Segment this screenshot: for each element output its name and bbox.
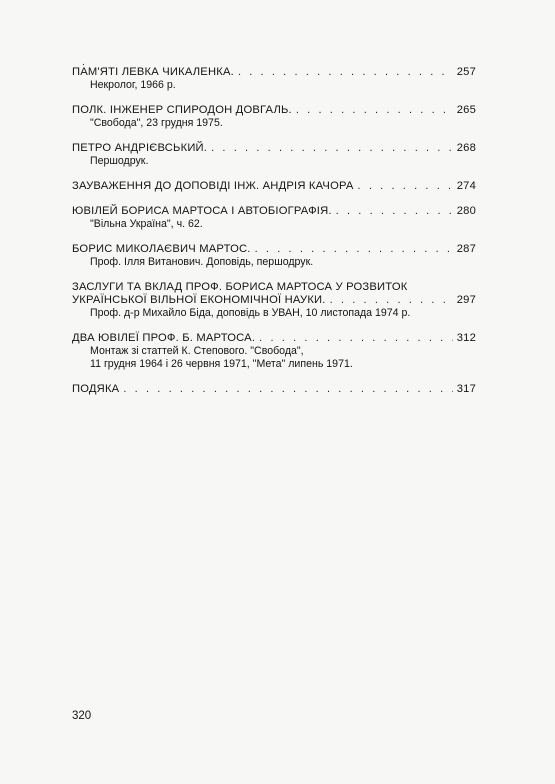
- toc-entry-heading: [72, 142, 476, 155]
- toc-entry: [72, 180, 476, 193]
- toc-entry-note: Проф. д-р Михайло Біда, доповідь в УВАН, 10 листопада 1974 р.: [90, 307, 411, 319]
- toc-entry-title: ПОДЯКА: [72, 383, 120, 395]
- toc-entry-note: Проф. Ілля Витанович. Доповідь, першодрук.: [90, 256, 314, 268]
- dot-leader: [238, 66, 453, 79]
- toc-entry: [72, 281, 476, 320]
- toc-page-number: 274: [456, 180, 476, 192]
- toc-entry-heading: [72, 383, 476, 396]
- toc-entry-title: УКРАЇНСЬКОЇ ВІЛЬНОЇ ЕКОНОМІЧНОЇ НАУКИ.: [72, 294, 326, 306]
- dot-leader: [259, 332, 453, 345]
- toc-page-number: 317: [456, 383, 476, 395]
- toc-page-number: 287: [456, 243, 476, 255]
- dot-leader: [296, 104, 453, 117]
- toc-entry: [72, 142, 476, 168]
- dot-leader: [330, 294, 453, 307]
- toc-entry-title: ЗАУВАЖЕННЯ ДО ДОПОВІДІ ІНЖ. АНДРІЯ КАЧОРА: [72, 180, 354, 192]
- toc-entry: [72, 383, 476, 396]
- toc-page-number: 257: [456, 66, 476, 78]
- page-number: 320: [72, 710, 92, 722]
- toc-entry-heading: [72, 294, 476, 307]
- toc-entry-note: Першодрук.: [90, 155, 149, 167]
- dot-leader: [358, 180, 453, 193]
- toc-entry-heading: [72, 205, 476, 218]
- toc-entry-title-line: ЗАСЛУГИ ТА ВКЛАД ПРОФ. БОРИСА МАРТОСА У РОЗВИТОК: [72, 281, 408, 293]
- toc-entry-note: Некролог, 1966 р.: [90, 79, 176, 91]
- toc-entry-note: "Свобода", 23 грудня 1975.: [90, 117, 223, 129]
- toc-entry-heading: [72, 104, 476, 117]
- toc-entry: [72, 104, 476, 130]
- toc-entry-title: ЮВІЛЕЙ БОРИСА МАРТОСА І АВТОБІОГРАФІЯ.: [72, 205, 332, 217]
- toc-entry: [72, 332, 476, 371]
- toc-entry: [72, 243, 476, 269]
- toc-entry-note: 11 грудня 1964 і 26 червня 1971, "Мета" липень 1971.: [90, 358, 353, 370]
- toc-page-number: 297: [456, 294, 476, 306]
- toc-entry-title: ДВА ЮВІЛЕЇ ПРОФ. Б. МАРТОСА.: [72, 332, 256, 344]
- toc-entry-heading: [72, 180, 476, 193]
- dot-leader: [336, 205, 453, 218]
- toc-page-number: 312: [456, 332, 476, 344]
- toc-entry-title: ПАМ'ЯТІ ЛЕВКА ЧИКАЛЕНКА.: [72, 66, 234, 78]
- toc-entry-title: ПЕТРО АНДРІЄВСЬКИЙ.: [72, 142, 208, 154]
- toc-entry-title: БОРИС МИКОЛАЄВИЧ МАРТОС.: [72, 243, 251, 255]
- toc-entry-heading: [72, 66, 476, 79]
- toc-entry-title: ПОЛК. ІНЖЕНЕР СПИРОДОН ДОВГАЛЬ.: [72, 104, 292, 116]
- toc-entry: [72, 66, 476, 92]
- toc-page-number: 280: [456, 205, 476, 217]
- toc-page-number: 268: [456, 142, 476, 154]
- toc-entry-heading: [72, 243, 476, 256]
- toc-entry: [72, 205, 476, 231]
- ink-speck: .: [82, 57, 85, 68]
- table-of-contents: [72, 66, 476, 408]
- toc-entry-heading: [72, 332, 476, 345]
- toc-entry-note: "Вільна Україна", ч. 62.: [90, 218, 203, 230]
- toc-page-number: 265: [456, 104, 476, 116]
- dot-leader: [123, 383, 452, 396]
- dot-leader: [211, 142, 453, 155]
- toc-entry-note: Монтаж зі статтей К. Степового. "Свобода",: [90, 345, 304, 357]
- dot-leader: [255, 243, 453, 256]
